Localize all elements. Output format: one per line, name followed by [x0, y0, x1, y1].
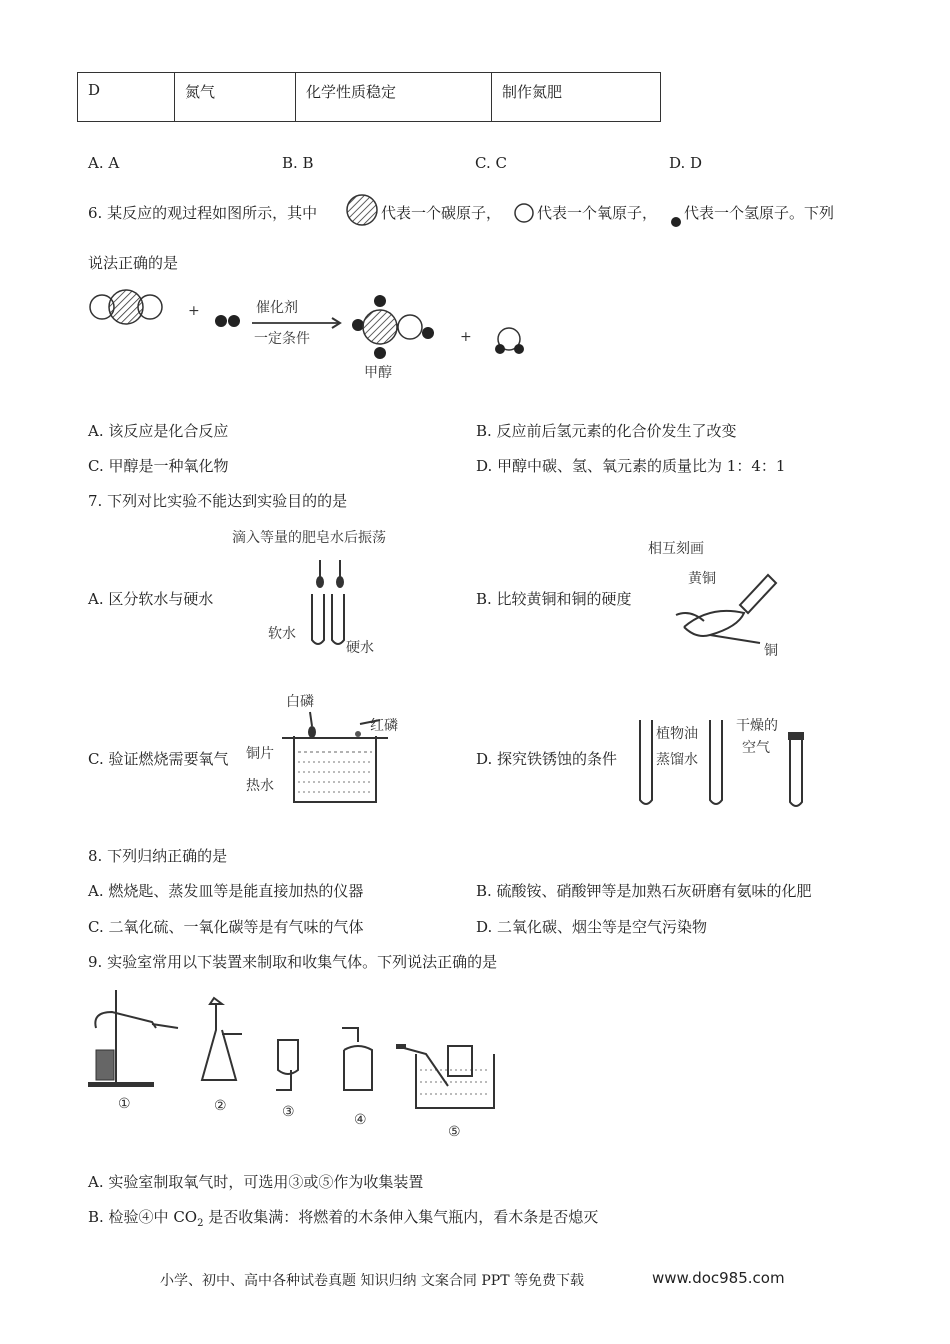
q7-option-b: B. 比较黄铜和铜的硬度 — [476, 590, 632, 608]
apparatus-3 — [276, 1040, 298, 1120]
reaction-diagram — [88, 285, 548, 389]
vegetable-oil-label: 植物油 — [656, 726, 698, 742]
q8-option-d: D. 二氧化碳、烟尘等是空气污染物 — [476, 918, 708, 936]
combustion-figure — [240, 690, 420, 814]
white-phosphorus-label: 白磷 — [286, 694, 314, 710]
q9-option-b-pre: B. 检验④中 CO — [88, 1208, 198, 1226]
plus-sign: + — [188, 303, 200, 319]
apparatus-4 — [342, 1028, 372, 1128]
q7-option-d: D. 探究铁锈蚀的条件 — [476, 750, 618, 768]
carbon-atom-icon — [345, 193, 379, 231]
methanol-label: 甲醇 — [364, 365, 392, 381]
q8-option-a: A. 燃烧匙、蒸发皿等是能直接加热的仪器 — [88, 882, 364, 900]
q5-option-c: C. C — [475, 154, 507, 172]
copper-plate-label: 铜片 — [246, 746, 274, 762]
apparatus-5 — [396, 1044, 494, 1140]
q8-option-c: C. 二氧化硫、一氧化碳等是有气味的气体 — [88, 918, 364, 936]
q9-option-b-post: 是否收集满：将燃着的木条伸入集气瓶内，看木条是否熄灭 — [203, 1208, 599, 1226]
scratch-label: 相互刻画 — [648, 541, 704, 557]
h2-molecule — [215, 315, 240, 327]
table-row — [78, 73, 661, 122]
methanol-molecule — [352, 295, 434, 359]
q8-stem: 8. 下列归纳正确的是 — [88, 847, 228, 865]
q9-option-a: A. 实验室制取氧气时，可选用③或⑤作为收集装置 — [88, 1173, 424, 1191]
plus-sign: + — [460, 329, 472, 345]
table-cell: 制作氮肥 — [492, 73, 661, 122]
q7-stem: 7. 下列对比实验不能达到实验目的的是 — [88, 492, 348, 510]
q9-option-b-sub: 2 — [197, 1218, 204, 1229]
air-label: 空气 — [742, 740, 770, 756]
soap-water-figure — [228, 522, 428, 666]
footer-text: 小学、初中、高中各种试卷真题 知识归纳 文案合同 PPT 等免费下载 — [160, 1273, 584, 1289]
q5-option-b: B. B — [282, 154, 314, 172]
q6-stem-part4: 代表一个氢原子。下列 — [684, 204, 835, 222]
apparatus-label: ① — [118, 1096, 131, 1112]
q6-option-b: B. 反应前后氢元素的化合价发生了改变 — [476, 422, 737, 440]
oxygen-atom-icon — [513, 202, 535, 228]
co2-molecule — [90, 290, 162, 324]
q6-stem-part1: 6. 某反应的观过程如图所示，其中 — [88, 204, 318, 222]
red-phosphorus-label: 红磷 — [370, 718, 398, 734]
water-molecule — [495, 328, 524, 354]
hydrogen-atom-icon — [670, 214, 682, 232]
apparatus-label: ③ — [282, 1104, 295, 1120]
brass-label: 黄铜 — [688, 571, 716, 587]
footer-link[interactable]: www.doc985.com — [652, 1269, 785, 1287]
table-cell: 氮气 — [175, 73, 296, 122]
q7-option-c: C. 验证燃烧需要氧气 — [88, 750, 229, 768]
q9-option-b — [88, 1206, 598, 1229]
q6-stem-part3: 代表一个氧原子， — [537, 204, 658, 222]
soft-water-label: 软水 — [268, 626, 296, 642]
apparatus-1 — [88, 990, 178, 1112]
apparatus-label: ⑤ — [448, 1124, 461, 1140]
hardness-figure — [640, 535, 790, 664]
q9-stem: 9. 实验室常用以下装置来制取和收集气体。下列说法正确的是 — [88, 953, 498, 971]
dry-label: 干燥的 — [736, 718, 778, 734]
answer-table — [77, 72, 661, 122]
apparatus-2 — [202, 998, 242, 1114]
q6-option-d: D. 甲醇中碳、氢、氧元素的质量比为 1：4：1 — [476, 457, 786, 475]
arrow-top-label: 催化剂 — [256, 300, 298, 316]
q5-option-d: D. D — [669, 154, 703, 172]
table-cell: 化学性质稳定 — [296, 73, 492, 122]
figure-title: 滴入等量的肥皂水后振荡 — [232, 530, 386, 546]
distilled-water-label: 蒸馏水 — [656, 752, 698, 768]
rust-figure — [634, 712, 814, 816]
q8-option-b: B. 硫酸铵、硝酸钾等是加熟石灰研磨有氨味的化肥 — [476, 882, 812, 900]
table-cell: D — [78, 73, 175, 122]
q7-option-a: A. 区分软水与硬水 — [88, 590, 214, 608]
apparatus-label: ④ — [354, 1112, 367, 1128]
q6-stem-line2: 说法正确的是 — [88, 254, 179, 272]
q6-option-a: A. 该反应是化合反应 — [88, 422, 229, 440]
q5-option-a: A. A — [88, 154, 120, 172]
apparatus-label: ② — [214, 1098, 227, 1114]
q6-option-c: C. 甲醇是一种氧化物 — [88, 457, 229, 475]
arrow-bottom-label: 一定条件 — [254, 331, 310, 347]
q6-stem-part2: 代表一个碳原子， — [381, 204, 502, 222]
apparatus-figure — [86, 990, 506, 1154]
hard-water-label: 硬水 — [346, 640, 374, 656]
copper-label: 铜 — [764, 643, 778, 659]
hot-water-label: 热水 — [246, 778, 274, 794]
